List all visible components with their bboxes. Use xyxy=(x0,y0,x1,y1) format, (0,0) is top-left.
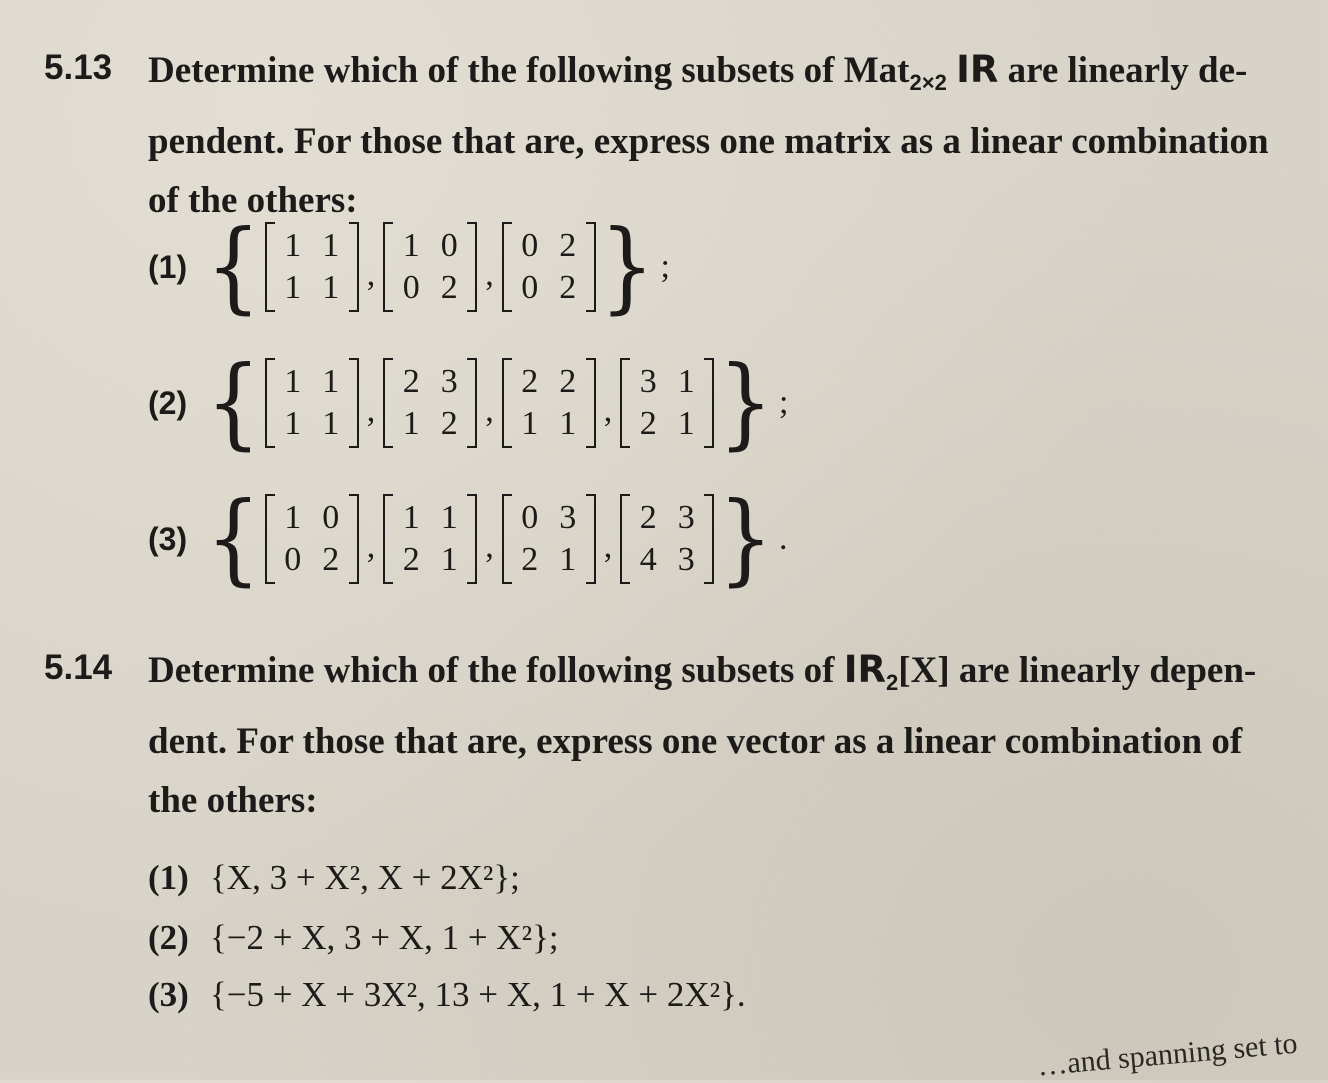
matrix-entries xyxy=(393,361,467,445)
right-bracket xyxy=(467,222,477,312)
item-label: (2) xyxy=(148,384,188,421)
matrix-entries xyxy=(275,497,349,581)
matrix-entry: 1 xyxy=(402,227,420,264)
matrix xyxy=(383,494,477,584)
right-brace: } xyxy=(718,481,773,597)
statement-line-2: dent. For those that are, express one vector as a linear combination of xyxy=(148,721,1243,762)
matrix-entries xyxy=(512,225,586,309)
matrix-entry: 0 xyxy=(521,499,539,536)
matrix-entries xyxy=(393,225,467,309)
right-brace: } xyxy=(718,345,773,461)
matrix xyxy=(265,222,359,312)
left-bracket xyxy=(383,358,393,448)
matrix xyxy=(502,222,596,312)
matrix-entry: 1 xyxy=(440,499,458,536)
matrix-entry: 1 xyxy=(559,541,577,578)
terminator: ; xyxy=(660,248,670,285)
matrix-entry: 2 xyxy=(521,541,539,578)
matrix-entry: 0 xyxy=(521,269,539,306)
left-bracket xyxy=(502,494,512,584)
left-brace: { xyxy=(206,209,261,325)
item-label: (1) xyxy=(148,248,188,285)
left-brace: { xyxy=(206,481,261,597)
matrix-entry: 2 xyxy=(440,269,458,306)
right-brace: } xyxy=(599,209,655,325)
matrix xyxy=(383,358,477,448)
matrix-entry: 1 xyxy=(677,363,695,400)
matrix-entry: 1 xyxy=(322,405,340,442)
matrix-entry: 1 xyxy=(559,405,577,442)
polynomial-set-2: (2) {−2 + X, 3 + X, 1 + X²}; xyxy=(148,918,559,957)
matrix-entry: 1 xyxy=(402,405,420,442)
matrix-entry: 2 xyxy=(639,499,657,536)
right-bracket xyxy=(467,494,477,584)
matrix-entry: 1 xyxy=(521,405,539,442)
matrix-entry: 0 xyxy=(322,499,340,536)
matrix xyxy=(265,358,359,448)
matrix-entry: 2 xyxy=(322,541,340,578)
comma: , xyxy=(366,392,376,429)
matrix-entry: 1 xyxy=(322,269,340,306)
matrix-entry: 3 xyxy=(639,363,657,400)
terminator: ; xyxy=(778,384,789,421)
matrix-entries xyxy=(393,497,467,581)
matrix-set-2 xyxy=(148,345,789,461)
problem-statement xyxy=(148,640,1298,830)
matrix-entry: 1 xyxy=(440,541,458,578)
matrix-set-3 xyxy=(148,481,788,597)
matrix-entry: 2 xyxy=(559,363,577,400)
left-brace: { xyxy=(206,345,261,461)
left-bracket xyxy=(502,222,512,312)
matrix-entry: 0 xyxy=(402,269,420,306)
terminator: . xyxy=(778,520,788,557)
comma: , xyxy=(485,256,494,293)
matrix-entries xyxy=(630,361,704,445)
right-bracket xyxy=(349,358,359,448)
matrix-entry: 4 xyxy=(639,541,657,578)
left-bracket xyxy=(265,222,275,312)
matrix xyxy=(502,358,596,448)
matrix-entry: 2 xyxy=(639,405,657,442)
matrix xyxy=(265,494,359,584)
comma: , xyxy=(603,528,613,565)
right-bracket xyxy=(586,222,596,312)
matrix-entry: 1 xyxy=(322,363,340,400)
matrix-entry: 0 xyxy=(284,541,302,578)
matrix-entry: 1 xyxy=(322,227,340,264)
statement-line-3: the others: xyxy=(148,780,318,821)
matrix-set-1 xyxy=(148,209,670,325)
matrix-entry: 2 xyxy=(521,363,539,400)
matrix-entry: 1 xyxy=(677,405,695,442)
matrix-entry: 2 xyxy=(440,405,458,442)
matrix-entry: 3 xyxy=(677,541,695,578)
right-bracket xyxy=(586,358,596,448)
matrix-entry: 3 xyxy=(559,499,577,536)
cut-off-footer-text: …and spanning set to xyxy=(1036,1026,1299,1083)
statement-line-3: of the others: xyxy=(148,180,358,221)
matrix-entry: 0 xyxy=(521,227,539,264)
problem-statement xyxy=(148,40,1298,230)
matrix-entry: 1 xyxy=(284,227,302,264)
matrix-entries xyxy=(275,361,349,445)
matrix xyxy=(502,494,596,584)
matrix xyxy=(383,222,477,312)
matrix-entry: 1 xyxy=(284,499,302,536)
left-bracket xyxy=(620,358,630,448)
polynomial-set-1: (1) {X, 3 + X², X + 2X²}; xyxy=(148,858,520,897)
left-bracket xyxy=(383,494,393,584)
right-bracket xyxy=(349,494,359,584)
matrix-entry: 0 xyxy=(440,227,458,264)
matrix-entry: 2 xyxy=(402,363,420,400)
comma: , xyxy=(366,256,376,293)
polynomial-set-3: (3) {−5 + X + 3X², 13 + X, 1 + X + 2X²}. xyxy=(148,975,746,1014)
matrix-entry: 1 xyxy=(284,363,302,400)
left-bracket xyxy=(265,494,275,584)
left-bracket xyxy=(265,358,275,448)
matrix-entry: 2 xyxy=(559,227,577,264)
matrix-entries xyxy=(512,497,586,581)
matrix xyxy=(620,494,714,584)
right-bracket xyxy=(349,222,359,312)
item-label: (3) xyxy=(148,520,188,557)
problem-number: 5.14 xyxy=(44,648,113,687)
comma: , xyxy=(366,528,376,565)
comma: , xyxy=(485,528,494,565)
comma: , xyxy=(485,392,494,429)
matrix-entries xyxy=(512,361,586,445)
matrix-entry: 3 xyxy=(440,363,458,400)
matrix-entry: 3 xyxy=(677,499,695,536)
right-bracket xyxy=(467,358,477,448)
problem-number: 5.13 xyxy=(44,48,113,87)
left-bracket xyxy=(383,222,393,312)
statement-line-1: Determine which of the following subsets of Mat$_{2\times 2}$ IR are linearly de- xyxy=(148,48,1248,95)
matrix-entry: 2 xyxy=(559,269,577,306)
statement-line-2: pendent. For those that are, express one matrix as a linear combination xyxy=(148,121,1269,162)
matrix-entry: 2 xyxy=(402,541,420,578)
right-bracket xyxy=(704,494,714,584)
left-bracket xyxy=(620,494,630,584)
matrix-entries xyxy=(630,497,704,581)
right-bracket xyxy=(704,358,714,448)
matrix xyxy=(620,358,714,448)
matrix-entry: 1 xyxy=(284,269,302,306)
left-bracket xyxy=(502,358,512,448)
statement-line-1: Determine which of the following subsets of $IR_2[X]$ are linearly depen- xyxy=(148,648,1257,695)
right-bracket xyxy=(586,494,596,584)
matrix-entry: 1 xyxy=(402,499,420,536)
matrix-entries xyxy=(275,225,349,309)
comma: , xyxy=(603,392,613,429)
matrix-entry: 1 xyxy=(284,405,302,442)
